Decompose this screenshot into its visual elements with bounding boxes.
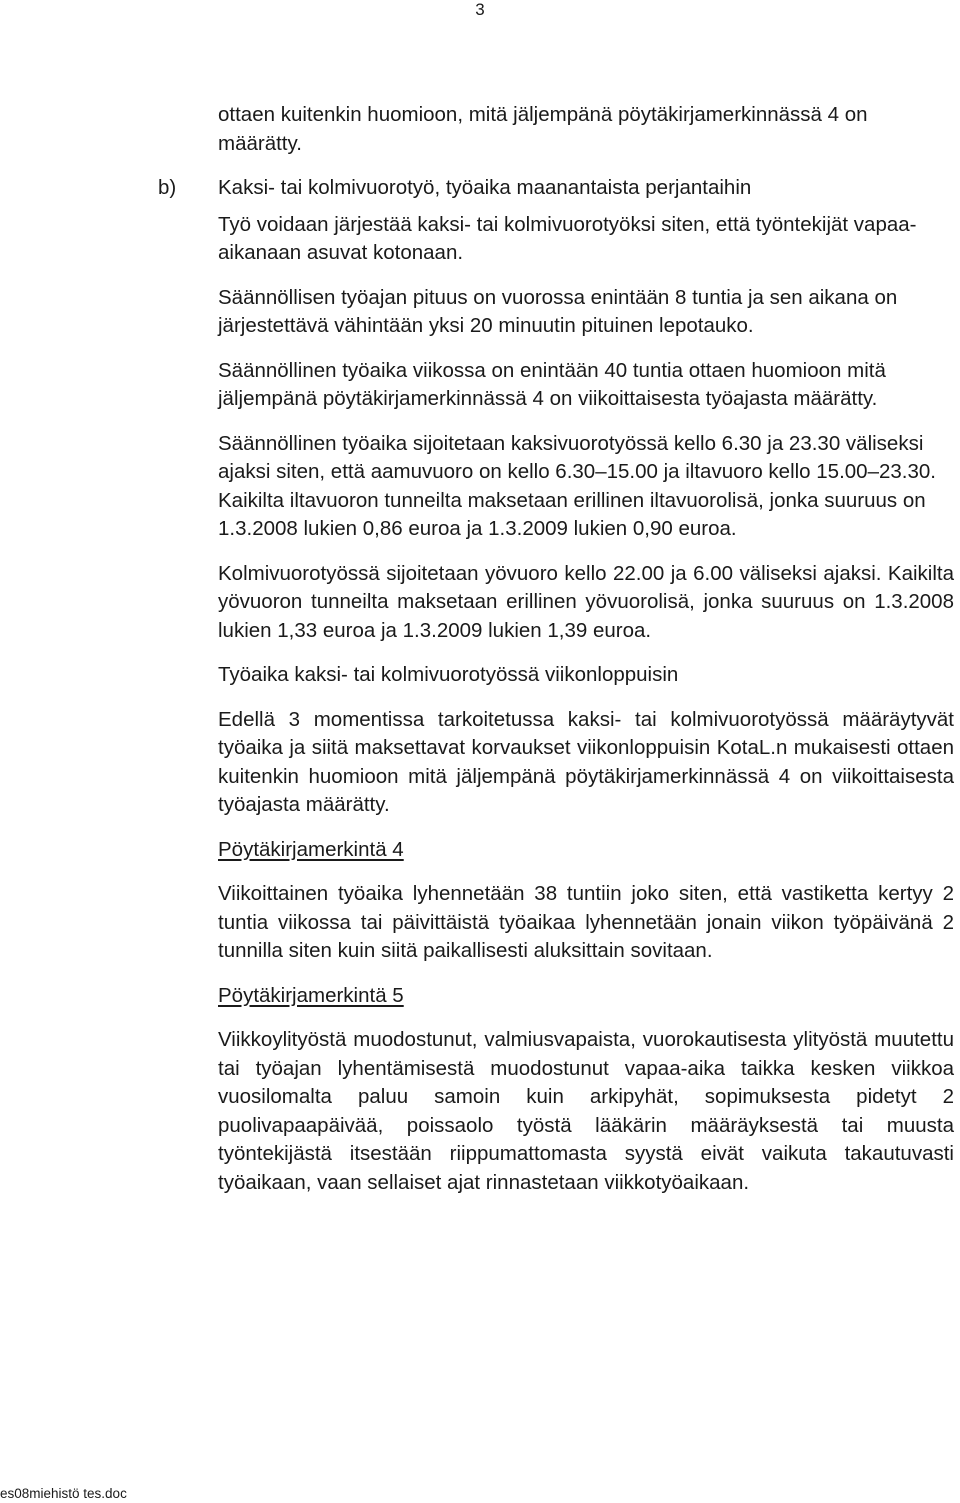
paragraph-weekend: Edellä 3 momentissa tarkoitetussa kaksi- tai kolmivuorotyössä määräytyvät työaika ja siitä maksettavat korvaukset viikonloppuisin KotaL.n mukaisesti ottaen kuitenkin huomioon mitä jäljempänä pöytäkirjamerkinnässä 4 on viikoittaisesta työajasta määrätty. [218,707,954,816]
footer-filename: es08miehistö tes.doc [0,1486,127,1501]
paragraph-three-shift: Kolmivuorotyössä sijoitetaan yövuoro kello 22.00 ja 6.00 väliseksi ajaksi. Kaikilta yövuoron tunneilta maksetaan erillinen yövuorolisä, jonka suuruus on 1.3.2008 lukien 1,33 euroa ja 1.3.2009 lukien 1,39 euroa. [218,561,954,642]
list-item-title: Kaksi- tai kolmivuorotyö, työaika maanantaista perjantaihin [218,176,752,199]
list-marker: b) [158,176,177,199]
list-item-b [158,174,954,203]
document-body [0,101,960,1213]
paragraph-two-shift: Säännöllinen työaika sijoitetaan kaksivuorotyössä kello 6.30 ja 23.30 väliseksi ajaksi siten, että aamuvuoro on kello 6.30–15.00 ja iltavuoro kello 15.00–23.30. Kaikilta iltavuoron tunneilta maksetaan erillinen iltavuorolisä, jonka suuruus on 1.3.2008 lukien 0,86 euroa ja 1.3.2009 lukien 0,90 euroa. [218,431,936,540]
paragraph-note-5: Viikkoylityöstä muodostunut, valmiusvapaista, vuorokautisesta ylityöstä muutettu tai työajan lyhentämisestä muodostunut vapaa-aika taikka kesken viikkoa vuosilomalta paluu samoin kuin arkipyhät, sopimuksesta pidetyt 2 puolivapaapäivää, poissaolo työstä lääkärin määräyksestä tai muusta työntekijästä itsestään riippumattomasta syystä eivät vaikuta takautuvasti työaikaan, vaan sellaiset ajat rinnastetaan viikkotyöaikaan. [218,1028,954,1194]
paragraph-shift-length: Säännöllisen työajan pituus on vuorossa enintään 8 tuntia ja sen aikana on järjestettävä vähintään yksi 20 minuutin pituinen lepotauko. [218,285,898,337]
section-heading-note-4 [218,836,954,865]
paragraph-shift-work: Työ voidaan järjestää kaksi- tai kolmivuorotyöksi siten, että työntekijät vapaa-aikanaan asuvat kotonaan. [218,212,917,264]
paragraph-note-4: Viikoittainen työaika lyhennetään 38 tuntiin joko siten, että vastiketta kertyy 2 tuntia viikossa tai päivittäistä työaikaa lyhennetään jonain viikon työpäivänä 2 tunnilla siten kuin siitä paikallisesti aluksittain sovitaan. [218,882,954,962]
page-number: 3 [475,0,485,19]
section-heading-note-5 [218,982,954,1011]
paragraph-weekly-hours: Säännöllinen työaika viikossa on enintään 40 tuntia ottaen huomioon mitä jäljempänä pöytäkirjamerkinnässä 4 on viikoittaisesta työajasta määrätty. [218,358,886,410]
section-heading-weekend: Työaika kaksi- tai kolmivuorotyössä viikonloppuisin [218,663,679,686]
note-5-title: Pöytäkirjamerkintä 5 [218,983,404,1007]
paragraph-continuation: ottaen kuitenkin huomioon, mitä jäljempänä pöytäkirjamerkinnässä 4 on määrätty. [218,103,868,155]
note-4-title: Pöytäkirjamerkintä 4 [218,837,404,861]
